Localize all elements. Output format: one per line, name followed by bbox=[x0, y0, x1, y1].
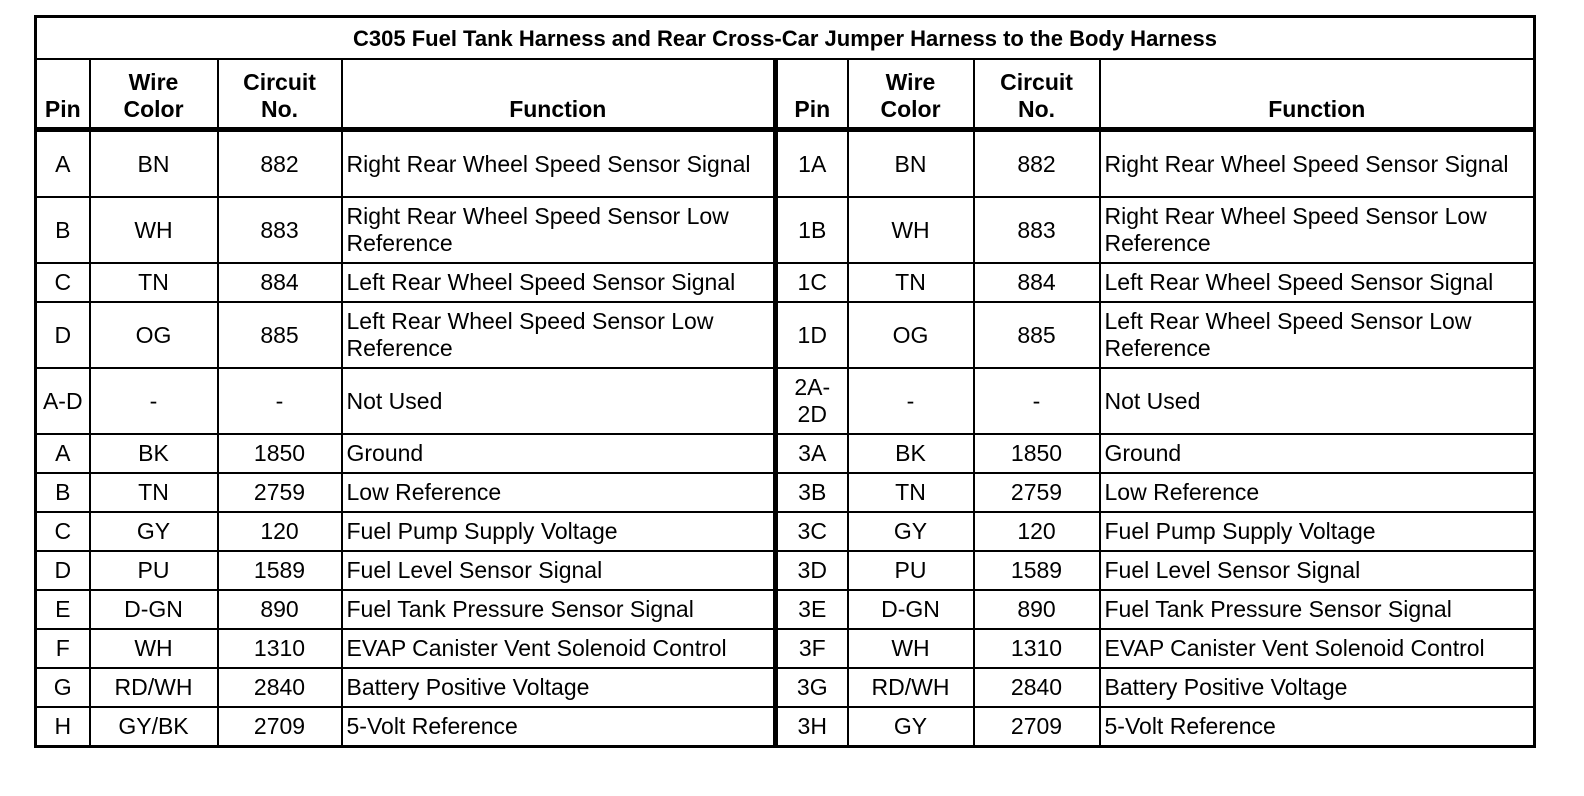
wire-color-cell: WH bbox=[90, 629, 218, 668]
pin-cell: 1A bbox=[776, 130, 848, 198]
pin-cell: B bbox=[36, 197, 90, 263]
pin-cell: D bbox=[36, 551, 90, 590]
circuit-cell: 1850 bbox=[218, 434, 342, 473]
function-cell: Fuel Pump Supply Voltage bbox=[1100, 512, 1535, 551]
function-cell: Left Rear Wheel Speed Sensor Low Reference bbox=[342, 302, 776, 368]
pin-cell: 3E bbox=[776, 590, 848, 629]
pin-cell: B bbox=[36, 473, 90, 512]
function-cell: Battery Positive Voltage bbox=[342, 668, 776, 707]
table-row bbox=[36, 668, 1535, 707]
pin-cell: C bbox=[36, 263, 90, 302]
pin-cell: 1D bbox=[776, 302, 848, 368]
circuit-cell: 890 bbox=[974, 590, 1100, 629]
pin-cell: E bbox=[36, 590, 90, 629]
table-row bbox=[36, 263, 1535, 302]
circuit-cell: 890 bbox=[218, 590, 342, 629]
function-cell: Ground bbox=[342, 434, 776, 473]
table-row bbox=[36, 368, 1535, 434]
pin-cell: 1B bbox=[776, 197, 848, 263]
table-row bbox=[36, 629, 1535, 668]
header-circuit-no: Circuit No. bbox=[218, 59, 342, 130]
header-wire-color: Wire Color bbox=[90, 59, 218, 130]
pin-cell: H bbox=[36, 707, 90, 747]
wire-color-cell: RD/WH bbox=[90, 668, 218, 707]
table-row bbox=[36, 512, 1535, 551]
circuit-cell: 2759 bbox=[218, 473, 342, 512]
function-cell: Not Used bbox=[1100, 368, 1535, 434]
function-cell: Right Rear Wheel Speed Sensor Low Reference bbox=[1100, 197, 1535, 263]
pin-cell: 3F bbox=[776, 629, 848, 668]
table-row bbox=[36, 551, 1535, 590]
pin-cell: 3C bbox=[776, 512, 848, 551]
header-circuit-no: Circuit No. bbox=[974, 59, 1100, 130]
circuit-cell: 1850 bbox=[974, 434, 1100, 473]
pin-cell: A-D bbox=[36, 368, 90, 434]
circuit-cell: - bbox=[218, 368, 342, 434]
function-cell: Fuel Tank Pressure Sensor Signal bbox=[342, 590, 776, 629]
pin-cell: A bbox=[36, 434, 90, 473]
circuit-cell: - bbox=[974, 368, 1100, 434]
table-row bbox=[36, 590, 1535, 629]
pin-cell: D bbox=[36, 302, 90, 368]
function-cell: Battery Positive Voltage bbox=[1100, 668, 1535, 707]
function-cell: Fuel Tank Pressure Sensor Signal bbox=[1100, 590, 1535, 629]
pin-cell: C bbox=[36, 512, 90, 551]
function-cell: 5-Volt Reference bbox=[1100, 707, 1535, 747]
pin-cell: G bbox=[36, 668, 90, 707]
wire-color-cell: TN bbox=[90, 263, 218, 302]
pin-cell: 3B bbox=[776, 473, 848, 512]
pin-cell: 3G bbox=[776, 668, 848, 707]
function-cell: Right Rear Wheel Speed Sensor Signal bbox=[342, 130, 776, 198]
pin-cell: A bbox=[36, 130, 90, 198]
wire-color-cell: D-GN bbox=[90, 590, 218, 629]
circuit-cell: 882 bbox=[974, 130, 1100, 198]
circuit-cell: 884 bbox=[218, 263, 342, 302]
wire-color-cell: PU bbox=[90, 551, 218, 590]
wire-color-cell: BN bbox=[90, 130, 218, 198]
wire-color-cell: OG bbox=[848, 302, 974, 368]
circuit-cell: 2840 bbox=[218, 668, 342, 707]
function-cell: Left Rear Wheel Speed Sensor Low Reference bbox=[1100, 302, 1535, 368]
table-row bbox=[36, 130, 1535, 198]
wire-color-cell: BN bbox=[848, 130, 974, 198]
circuit-cell: 120 bbox=[218, 512, 342, 551]
table-row bbox=[36, 197, 1535, 263]
header-function: Function bbox=[342, 59, 776, 130]
header-row bbox=[36, 59, 1535, 130]
circuit-cell: 2759 bbox=[974, 473, 1100, 512]
wire-color-cell: D-GN bbox=[848, 590, 974, 629]
table-row bbox=[36, 434, 1535, 473]
circuit-cell: 2709 bbox=[974, 707, 1100, 747]
table-title: C305 Fuel Tank Harness and Rear Cross-Car Jumper Harness to the Body Harness bbox=[36, 17, 1535, 60]
function-cell: 5-Volt Reference bbox=[342, 707, 776, 747]
circuit-cell: 1310 bbox=[218, 629, 342, 668]
circuit-cell: 1589 bbox=[974, 551, 1100, 590]
pin-cell: 3D bbox=[776, 551, 848, 590]
pin-cell: 1C bbox=[776, 263, 848, 302]
function-cell: EVAP Canister Vent Solenoid Control bbox=[342, 629, 776, 668]
wire-color-cell: PU bbox=[848, 551, 974, 590]
circuit-cell: 1310 bbox=[974, 629, 1100, 668]
connector-table bbox=[34, 15, 1536, 748]
wire-color-cell: OG bbox=[90, 302, 218, 368]
header-pin: Pin bbox=[776, 59, 848, 130]
wire-color-cell: GY/BK bbox=[90, 707, 218, 747]
table-row bbox=[36, 302, 1535, 368]
circuit-cell: 1589 bbox=[218, 551, 342, 590]
wire-color-cell: TN bbox=[90, 473, 218, 512]
wire-color-cell: - bbox=[848, 368, 974, 434]
wire-color-cell: RD/WH bbox=[848, 668, 974, 707]
wire-color-cell: GY bbox=[848, 512, 974, 551]
function-cell: Left Rear Wheel Speed Sensor Signal bbox=[342, 263, 776, 302]
table-row bbox=[36, 707, 1535, 747]
circuit-cell: 883 bbox=[218, 197, 342, 263]
function-cell: Low Reference bbox=[1100, 473, 1535, 512]
wire-color-cell: BK bbox=[848, 434, 974, 473]
circuit-cell: 2709 bbox=[218, 707, 342, 747]
table-row bbox=[36, 473, 1535, 512]
circuit-cell: 883 bbox=[974, 197, 1100, 263]
wire-color-cell: WH bbox=[848, 629, 974, 668]
wire-color-cell: WH bbox=[848, 197, 974, 263]
function-cell: Right Rear Wheel Speed Sensor Signal bbox=[1100, 130, 1535, 198]
function-cell: EVAP Canister Vent Solenoid Control bbox=[1100, 629, 1535, 668]
wire-color-cell: GY bbox=[90, 512, 218, 551]
circuit-cell: 885 bbox=[974, 302, 1100, 368]
pin-cell: 3H bbox=[776, 707, 848, 747]
pin-cell: 2A-2D bbox=[776, 368, 848, 434]
function-cell: Right Rear Wheel Speed Sensor Low Reference bbox=[342, 197, 776, 263]
circuit-cell: 120 bbox=[974, 512, 1100, 551]
circuit-cell: 885 bbox=[218, 302, 342, 368]
wire-color-cell: - bbox=[90, 368, 218, 434]
wire-color-cell: TN bbox=[848, 263, 974, 302]
wire-color-cell: BK bbox=[90, 434, 218, 473]
pin-cell: F bbox=[36, 629, 90, 668]
function-cell: Fuel Level Sensor Signal bbox=[1100, 551, 1535, 590]
function-cell: Low Reference bbox=[342, 473, 776, 512]
wire-color-cell: WH bbox=[90, 197, 218, 263]
wire-color-cell: GY bbox=[848, 707, 974, 747]
pin-cell: 3A bbox=[776, 434, 848, 473]
header-pin: Pin bbox=[36, 59, 90, 130]
function-cell: Fuel Level Sensor Signal bbox=[342, 551, 776, 590]
function-cell: Not Used bbox=[342, 368, 776, 434]
function-cell: Ground bbox=[1100, 434, 1535, 473]
header-function: Function bbox=[1100, 59, 1535, 130]
wire-color-cell: TN bbox=[848, 473, 974, 512]
circuit-cell: 882 bbox=[218, 130, 342, 198]
circuit-cell: 2840 bbox=[974, 668, 1100, 707]
circuit-cell: 884 bbox=[974, 263, 1100, 302]
function-cell: Left Rear Wheel Speed Sensor Signal bbox=[1100, 263, 1535, 302]
header-wire-color: Wire Color bbox=[848, 59, 974, 130]
function-cell: Fuel Pump Supply Voltage bbox=[342, 512, 776, 551]
